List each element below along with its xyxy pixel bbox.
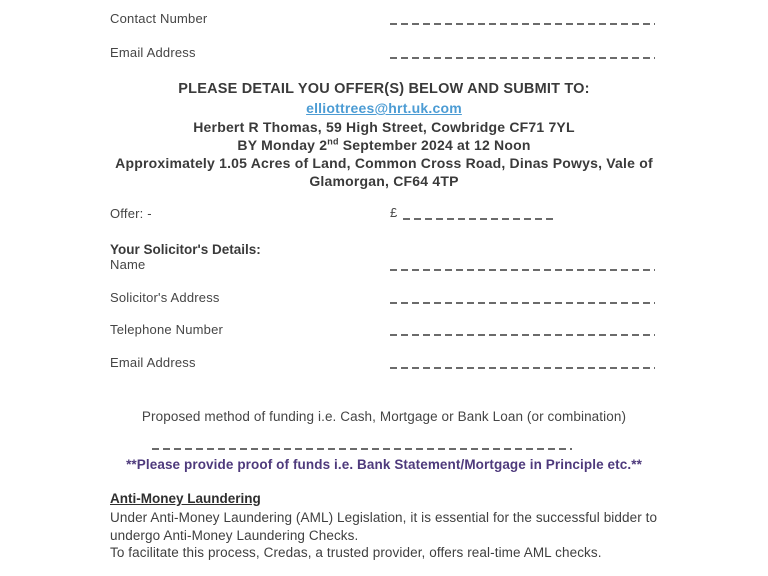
email-address-blank-line — [390, 57, 655, 59]
solicitor-email-label: Email Address — [110, 355, 196, 370]
deadline-ordinal: nd — [327, 136, 339, 147]
funding-method-prompt: Proposed method of funding i.e. Cash, Mortgage or Bank Loan (or combination) — [141, 409, 627, 424]
offer-amount-blank-line — [403, 218, 555, 220]
submission-email-row — [0, 100, 768, 116]
solicitor-address-label: Solicitor's Address — [110, 290, 220, 305]
aml-paragraph-1: Under Anti-Money Laundering (AML) Legislation, it is essential for the successful bidder to undergo Anti-Money Laundering Checks. — [110, 510, 658, 543]
contact-number-label: Contact Number — [110, 11, 208, 26]
submit-instructions-heading: PLEASE DETAIL YOU OFFER(S) BELOW AND SUBMIT TO: — [178, 81, 590, 97]
solicitor-telephone-label: Telephone Number — [110, 322, 224, 337]
proof-of-funds-note: **Please provide proof of funds i.e. Bank Statement/Mortgage in Principle etc.** — [126, 457, 642, 472]
property-description-line1: Approximately 1.05 Acres of Land, Common Cross Road, Dinas Powys, Vale of — [115, 155, 653, 171]
property-description-line2: Glamorgan, CF64 4TP — [309, 173, 459, 189]
solicitor-address-blank-line — [390, 302, 655, 304]
solicitor-telephone-blank-line — [390, 334, 655, 336]
solicitor-name-label: Name — [110, 257, 146, 272]
offer-label: Offer: - — [110, 206, 152, 221]
deadline-prefix: BY Monday 2 — [237, 137, 328, 153]
pound-symbol: £ — [390, 205, 398, 220]
contact-number-blank-line — [390, 23, 655, 25]
agent-address-line: Herbert R Thomas, 59 High Street, Cowbridge CF71 7YL — [193, 119, 575, 135]
aml-paragraph-2: To facilitate this process, Credas, a trusted provider, offers real-time AML checks. — [110, 545, 602, 560]
solicitor-details-heading: Your Solicitor's Details: — [110, 242, 261, 257]
agent-email-link[interactable]: elliottrees@hrt.uk.com — [306, 100, 462, 116]
deadline-line — [0, 137, 768, 153]
solicitor-email-blank-line — [390, 367, 655, 369]
solicitor-name-blank-line — [390, 269, 655, 271]
aml-heading: Anti-Money Laundering — [110, 491, 261, 506]
deadline-suffix: September 2024 at 12 Noon — [338, 137, 531, 153]
funding-method-blank-line — [152, 448, 572, 450]
email-address-label: Email Address — [110, 45, 196, 60]
